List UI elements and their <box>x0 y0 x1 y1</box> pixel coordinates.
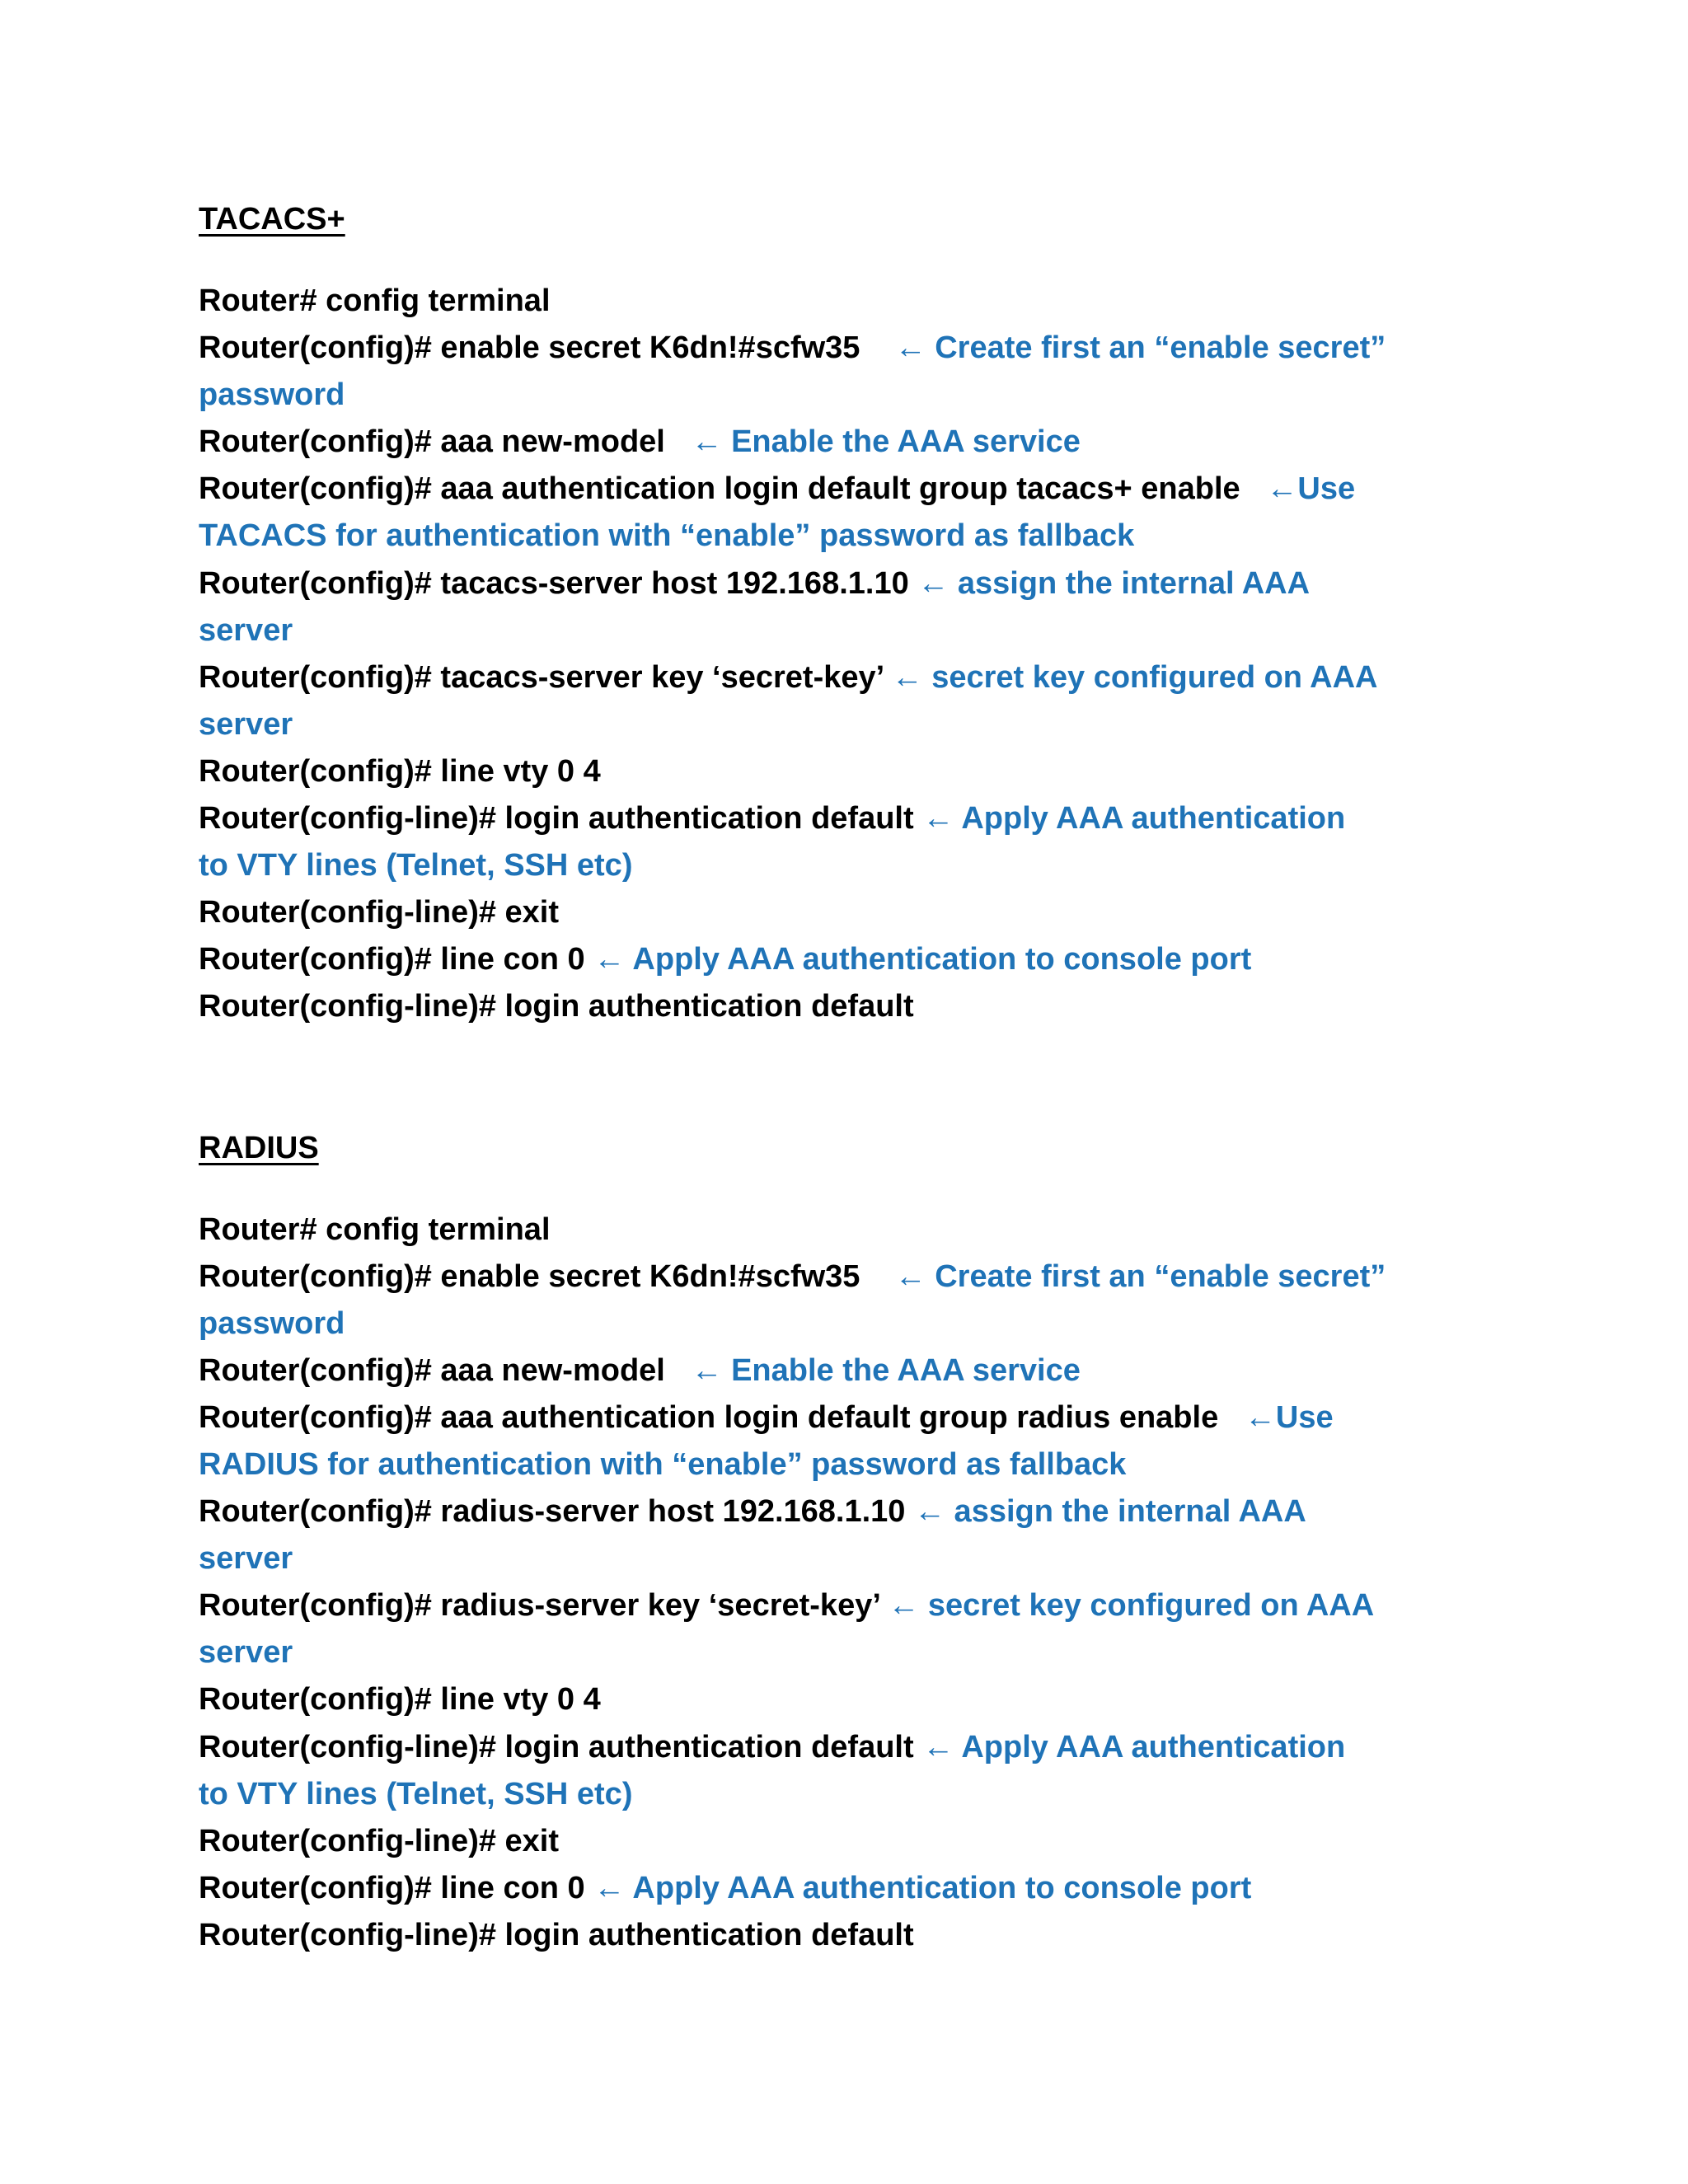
annotation-text: ← Apply AAA authentication to console port <box>593 942 1252 977</box>
annotation-text: ← Apply AAA authentication to console port <box>593 1870 1252 1905</box>
config-line <box>199 419 1517 466</box>
command-text: Router(config)# aaa new-model <box>199 1352 665 1388</box>
config-line <box>199 936 1517 983</box>
command-gap <box>883 660 892 695</box>
config-line <box>199 842 1517 889</box>
command-gap <box>860 1259 894 1294</box>
config-line <box>199 1207 1517 1254</box>
config-line <box>199 278 1517 325</box>
config-line <box>199 513 1517 560</box>
command-text: Router(config-line)# login authentication default <box>199 989 914 1024</box>
annotation-text: ←Use <box>1266 471 1356 507</box>
command-text: Router# config terminal <box>199 284 551 318</box>
command-text: Router(config)# line vty 0 4 <box>199 753 601 789</box>
annotation-text: password <box>199 1305 345 1341</box>
command-gap <box>860 330 894 365</box>
command-text: Router(config-line)# login authentication default <box>199 801 914 837</box>
config-section <box>199 1125 1517 1960</box>
command-text: Router(config)# radius-server host 192.168.1.10 <box>199 1494 906 1530</box>
config-line <box>199 466 1517 513</box>
command-text: Router(config)# tacacs-server host 192.168.1.10 <box>199 565 909 601</box>
command-text: Router# config terminal <box>199 1212 551 1247</box>
config-line <box>199 1724 1517 1771</box>
command-text: Router(config)# enable secret K6dn!#scfw35 <box>199 330 860 366</box>
config-line <box>199 1582 1517 1629</box>
annotation-text: ← assign the internal AAA <box>914 1494 1306 1530</box>
config-line <box>199 1441 1517 1488</box>
config-line <box>199 1771 1517 1818</box>
config-line <box>199 607 1517 654</box>
command-gap <box>905 1494 914 1529</box>
annotation-text: TACACS for authentication with “enable” password as fallback <box>199 518 1135 554</box>
config-line <box>199 1347 1517 1394</box>
annotation-text: server <box>199 612 293 648</box>
command-text: Router(config)# line con 0 <box>199 942 585 977</box>
annotation-text: ← secret key configured on AAA <box>888 1588 1375 1624</box>
config-line <box>199 1394 1517 1441</box>
command-text: Router(config)# line vty 0 4 <box>199 1682 601 1718</box>
config-line <box>199 1254 1517 1301</box>
config-line <box>199 889 1517 936</box>
annotation-text: ←Use <box>1244 1399 1334 1435</box>
annotation-text: ← Apply AAA authentication <box>922 801 1346 837</box>
command-gap <box>1240 471 1267 506</box>
command-gap <box>585 942 594 977</box>
command-gap <box>879 1588 889 1623</box>
annotation-text: to VTY lines (Telnet, SSH etc) <box>199 1776 633 1811</box>
annotation-text: password <box>199 377 345 413</box>
command-gap <box>909 566 918 601</box>
annotation-text: server <box>199 706 293 742</box>
annotation-text: ← Enable the AAA service <box>691 1352 1081 1388</box>
command-text: Router(config-line)# exit <box>199 1823 560 1858</box>
command-gap <box>585 1871 594 1905</box>
config-line <box>199 795 1517 842</box>
annotation-text: RADIUS for authentication with “enable” password as fallback <box>199 1446 1127 1482</box>
annotation-text: ← secret key configured on AAA <box>891 659 1378 695</box>
config-section <box>199 196 1517 1031</box>
annotation-text: server <box>199 1541 293 1577</box>
command-text: Router(config)# tacacs-server key ‘secret-key’ <box>199 659 884 695</box>
config-line <box>199 560 1517 607</box>
heading-spacer <box>199 1172 1517 1207</box>
command-gap <box>1218 1400 1245 1435</box>
section-heading: TACACS+ <box>199 202 345 237</box>
document-content <box>199 196 1517 1959</box>
command-text: Router(config)# radius-server key ‘secret-key’ <box>199 1588 879 1624</box>
command-gap <box>665 424 692 459</box>
config-line <box>199 1535 1517 1582</box>
config-line <box>199 1488 1517 1535</box>
command-text: Router(config-line)# login authentication default <box>199 1729 914 1765</box>
config-line <box>199 983 1517 1030</box>
annotation-text: server <box>199 1635 293 1671</box>
config-line <box>199 1912 1517 1959</box>
annotation-text: ← Create first an “enable secret” <box>894 1258 1386 1294</box>
config-line <box>199 1676 1517 1723</box>
heading-spacer <box>199 243 1517 278</box>
config-line <box>199 1629 1517 1676</box>
section-heading: RADIUS <box>199 1130 319 1165</box>
command-gap <box>914 801 923 836</box>
annotation-text: ← Create first an “enable secret” <box>894 330 1386 366</box>
config-line <box>199 701 1517 748</box>
config-line <box>199 325 1517 372</box>
config-line <box>199 1301 1517 1347</box>
command-text: Router(config)# line con 0 <box>199 1870 585 1905</box>
command-text: Router(config-line)# login authentication default <box>199 1917 914 1952</box>
config-line <box>199 1865 1517 1912</box>
annotation-text: ← Enable the AAA service <box>691 424 1081 460</box>
command-text: Router(config-line)# exit <box>199 895 560 930</box>
annotation-text: ← assign the internal AAA <box>917 565 1311 601</box>
command-text: Router(config)# aaa authentication login default group radius enable <box>199 1399 1219 1435</box>
annotation-text: ← Apply AAA authentication <box>922 1729 1346 1765</box>
command-text: Router(config)# aaa authentication login default group tacacs+ enable <box>199 471 1240 507</box>
command-gap <box>914 1730 923 1765</box>
config-line <box>199 1818 1517 1865</box>
command-text: Router(config)# enable secret K6dn!#scfw35 <box>199 1258 860 1294</box>
annotation-text: to VTY lines (Telnet, SSH etc) <box>199 848 633 883</box>
document-page <box>199 196 1517 1959</box>
config-line <box>199 748 1517 795</box>
config-line <box>199 654 1517 701</box>
section-spacer <box>199 1031 1517 1125</box>
config-line <box>199 372 1517 419</box>
command-gap <box>665 1353 692 1388</box>
command-text: Router(config)# aaa new-model <box>199 424 665 460</box>
